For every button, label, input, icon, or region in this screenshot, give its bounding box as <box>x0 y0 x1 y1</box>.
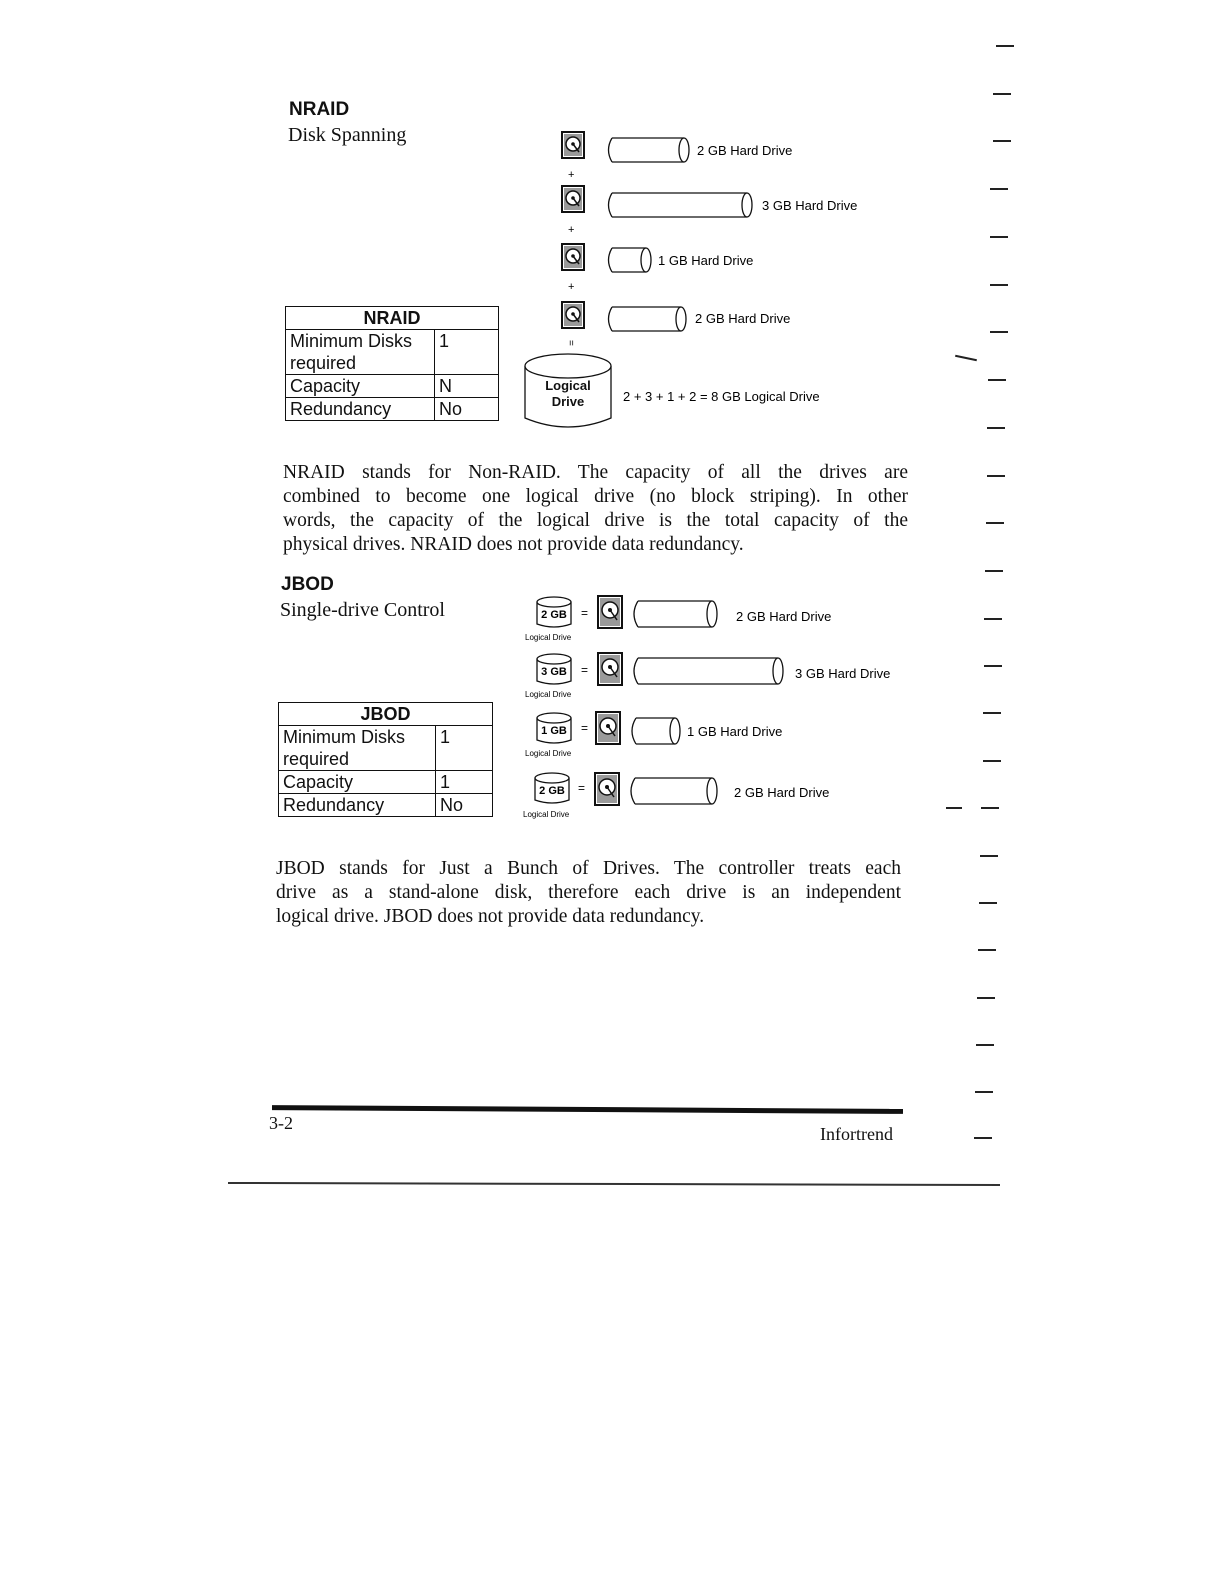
paragraph-line: physical drives. NRAID does not provide data redundancy. <box>283 534 744 555</box>
drive-label: 2 GB Hard Drive <box>697 143 793 158</box>
footer-brand: Infortrend <box>820 1124 893 1144</box>
margin-mark <box>955 355 977 362</box>
drive-cylinder <box>634 601 717 627</box>
margin-mark <box>985 570 1003 572</box>
table-cell-label: Capacity <box>279 771 436 794</box>
nraid-heading: NRAID <box>289 99 350 120</box>
nraid-spec-table <box>285 306 499 421</box>
margin-mark <box>990 284 1008 286</box>
margin-mark <box>990 188 1008 190</box>
table-cell-value: 1 <box>435 330 499 375</box>
table-cell-label: Minimum Disks required <box>279 726 436 771</box>
nraid-paragraph <box>283 461 908 557</box>
drive-cylinder <box>609 248 652 272</box>
plus-sign: + <box>568 281 575 293</box>
margin-mark <box>984 665 1002 667</box>
jbod-heading: JBOD <box>281 574 334 595</box>
hard-disk-icon <box>562 186 584 212</box>
drive-cylinder <box>609 138 690 162</box>
table-cell-value: N <box>435 375 499 398</box>
equals-sign: = <box>578 781 586 795</box>
nraid-table-header: NRAID <box>286 307 499 330</box>
logical-drive-label: Logical Drive <box>545 378 591 409</box>
hard-disk-icon <box>598 653 622 685</box>
table-cell-label: Redundancy <box>286 398 435 421</box>
logical-drive-size: 2 GB <box>541 609 567 621</box>
page-edge-line <box>228 1182 1000 1186</box>
margin-mark <box>946 807 962 809</box>
page-number: 3-2 <box>269 1113 293 1133</box>
margin-mark <box>987 475 1005 477</box>
margin-mark <box>981 807 999 809</box>
table-cell-label: Redundancy <box>279 794 436 817</box>
margin-mark <box>979 902 997 904</box>
margin-mark <box>974 1137 992 1139</box>
drive-cylinder <box>632 718 680 744</box>
paragraph-line: drive as a stand-alone disk, therefore each drive is an independent <box>276 882 901 903</box>
logical-drive-caption: Logical Drive <box>525 633 572 642</box>
table-cell-value: No <box>436 794 493 817</box>
paragraph-line: NRAID stands for Non-RAID. The capacity of all the drives are <box>283 462 908 483</box>
paragraph-line: words, the capacity of the logical drive is the total capacity of the <box>283 510 908 531</box>
drive-cylinder <box>609 307 687 331</box>
margin-mark <box>975 1091 993 1093</box>
jbod-table-header: JBOD <box>279 703 493 726</box>
drive-label: 3 GB Hard Drive <box>762 198 858 213</box>
margin-mark <box>980 855 998 857</box>
logical-drive-caption: Logical Drive <box>523 810 570 819</box>
table-cell-value: 1 <box>436 771 493 794</box>
margin-mark <box>990 236 1008 238</box>
table-cell-label: Minimum Disks required <box>286 330 435 375</box>
paragraph-line: JBOD stands for Just a Bunch of Drives. The controller treats each <box>276 858 901 879</box>
capacity-formula: 2 + 3 + 1 + 2 = 8 GB Logical Drive <box>623 389 820 404</box>
logical-drive-caption: Logical Drive <box>525 690 572 699</box>
paragraph-line: logical drive. JBOD does not provide data redundancy. <box>276 906 705 927</box>
logical-drive-caption: Logical Drive <box>525 749 572 758</box>
drive-label: 3 GB Hard Drive <box>795 666 891 681</box>
jbod-diagram <box>520 588 920 828</box>
logical-drive-size: 3 GB <box>541 666 567 678</box>
margin-mark <box>993 140 1011 142</box>
drive-label: 1 GB Hard Drive <box>687 724 783 739</box>
drive-label: 2 GB Hard Drive <box>695 311 791 326</box>
table-cell-label: Capacity <box>286 375 435 398</box>
drive-cylinder <box>609 193 753 217</box>
margin-mark <box>990 331 1008 333</box>
hard-disk-icon <box>595 773 619 805</box>
margin-mark <box>983 760 1001 762</box>
table-cell-value: 1 <box>436 726 493 771</box>
drive-label: 2 GB Hard Drive <box>734 785 830 800</box>
plus-sign: + <box>568 224 575 236</box>
margin-mark <box>976 1044 994 1046</box>
equals-sign: = <box>565 340 576 346</box>
drive-cylinder <box>634 658 783 684</box>
margin-mark <box>983 712 1001 714</box>
margin-mark <box>984 618 1002 620</box>
footer-rule <box>272 1105 903 1114</box>
plus-sign: + <box>568 169 575 181</box>
margin-mark <box>993 93 1011 95</box>
jbod-paragraph <box>276 857 901 929</box>
margin-mark <box>996 45 1014 47</box>
logical-drive-size: 1 GB <box>541 725 567 737</box>
hard-disk-icon <box>562 302 584 328</box>
margin-mark <box>978 949 996 951</box>
nraid-diagram <box>520 120 900 440</box>
hard-disk-icon <box>562 244 584 270</box>
margin-mark <box>986 522 1004 524</box>
margin-mark <box>988 379 1006 381</box>
margin-mark <box>977 997 995 999</box>
margin-mark <box>987 427 1005 429</box>
equals-sign: = <box>581 721 589 735</box>
nraid-subtitle: Disk Spanning <box>288 124 407 146</box>
hard-disk-icon <box>596 712 620 744</box>
logical-drive-size: 2 GB <box>539 785 565 797</box>
hard-disk-icon <box>562 132 584 158</box>
drive-label: 1 GB Hard Drive <box>658 253 754 268</box>
jbod-subtitle: Single-drive Control <box>280 599 445 621</box>
hard-disk-icon <box>598 596 622 628</box>
equals-sign: = <box>581 663 589 677</box>
drive-cylinder <box>631 778 717 804</box>
table-cell-value: No <box>435 398 499 421</box>
paragraph-line: combined to become one logical drive (no block striping). In other <box>283 486 908 507</box>
equals-sign: = <box>581 606 589 620</box>
jbod-spec-table <box>278 702 493 817</box>
drive-label: 2 GB Hard Drive <box>736 609 832 624</box>
